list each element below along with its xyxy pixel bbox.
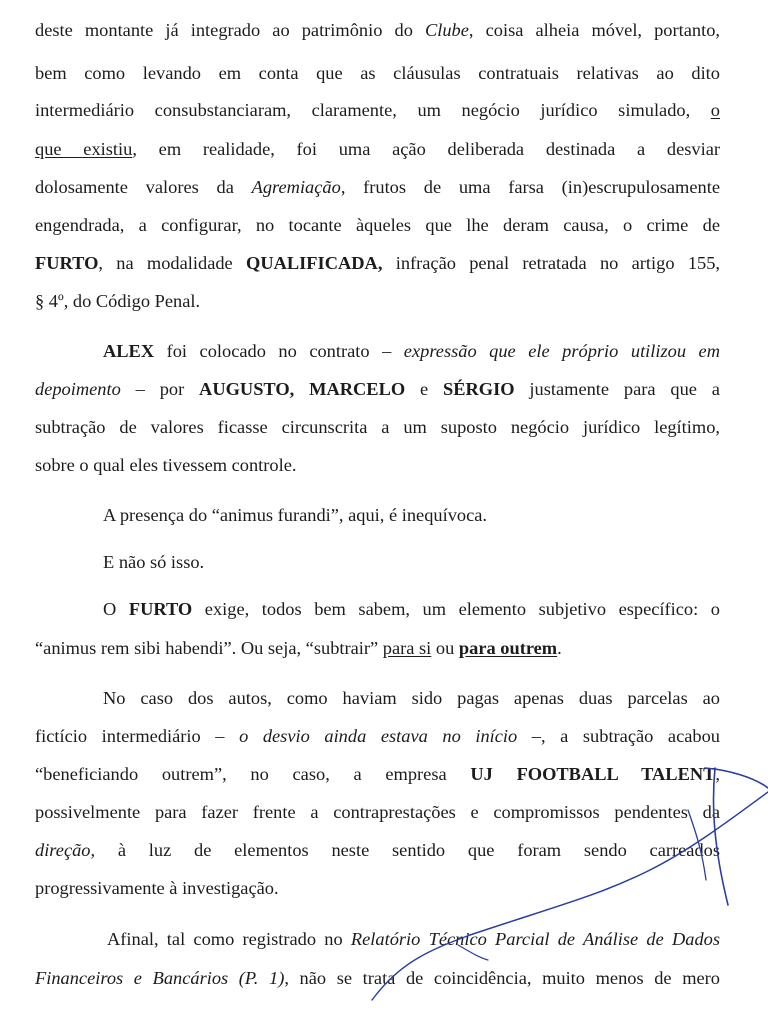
- text-run: –, a subtração acabou: [517, 726, 721, 746]
- underlined-text: para si: [382, 638, 432, 658]
- bold-term: QUALIFICADA,: [246, 253, 383, 273]
- text-line: possivelmente para fazer frente a contraprestações e compromissos pendentes da: [35, 802, 720, 822]
- bold-term: FURTO: [35, 253, 99, 273]
- text-run: exige, todos bem sabem, um elemento subjetivo específico: o: [192, 599, 720, 619]
- text-run: , coisa alheia móvel, portanto,: [468, 20, 720, 40]
- underlined-text: que existiu: [35, 139, 133, 159]
- text-run: O: [103, 599, 129, 619]
- text-line: [103, 339, 720, 363]
- text-line: subtração de valores ficasse circunscrita a um suposto negócio jurídico legítimo,: [35, 417, 720, 437]
- text-run: ou: [431, 638, 459, 658]
- text-run: intermediário consubstanciaram, claramente, um negócio jurídico simulado,: [35, 100, 711, 120]
- text-run: , em realidade, foi uma ação deliberada destinada a desviar: [132, 139, 720, 159]
- bold-name: MARCELO: [309, 379, 406, 399]
- text-line: [35, 724, 720, 748]
- text-run: deste montante já integrado ao patrimônio do: [35, 20, 425, 40]
- text-line: bem como levando em conta que as cláusulas contratuais relativas ao dito: [35, 63, 720, 83]
- bold-name: AUGUSTO,: [199, 379, 295, 399]
- text-run: , na modalidade: [98, 253, 247, 273]
- text-run: e: [420, 379, 429, 399]
- text-run: à luz de elementos neste sentido que foram sendo carreados: [95, 840, 720, 860]
- bold-name: ALEX: [103, 341, 155, 361]
- text-run-italic: direção,: [35, 840, 96, 860]
- text-run: justamente para que a: [514, 379, 720, 399]
- text-line: No caso dos autos, como haviam sido pagas apenas duas parcelas ao: [103, 688, 720, 708]
- text-line: [35, 762, 720, 786]
- text-line: [35, 18, 720, 42]
- text-run: , frutos de uma farsa (in)escrupulosamente: [340, 177, 720, 197]
- text-run-italic: depoimento: [35, 379, 121, 399]
- text-line: E não só isso.: [103, 552, 205, 572]
- text-run: infração penal retratada no artigo 155,: [382, 253, 720, 273]
- text-run-italic: o desvio ainda estava no início: [239, 726, 518, 746]
- bold-name: SÉRGIO: [443, 379, 515, 399]
- text-run: .: [557, 638, 562, 658]
- text-run: foi colocado no contrato –: [154, 341, 404, 361]
- text-line: [35, 175, 720, 199]
- text-line: engendrada, a configurar, no tocante àqueles que lhe deram causa, o crime de: [35, 215, 720, 235]
- text-line: [107, 927, 720, 951]
- text-run: “beneficiando outrem”, no caso, a empresa: [35, 764, 471, 784]
- text-line: [35, 377, 720, 401]
- text-line: [35, 251, 720, 275]
- text-run-italic: Agremiação: [251, 177, 341, 197]
- text-run-italic: Relatório Técnico Parcial de Análise de Dados: [350, 929, 720, 949]
- text-run-italic: Clube: [424, 20, 469, 40]
- text-line: [35, 838, 720, 862]
- text-line: [103, 597, 720, 621]
- text-line: A presença do “animus furandi”, aqui, é inequívoca.: [103, 505, 488, 525]
- text-run: dolosamente valores da: [35, 177, 252, 197]
- text-run: fictício intermediário –: [35, 726, 240, 746]
- text-line: § 4º, do Código Penal.: [35, 291, 201, 311]
- text-line: sobre o qual eles tivessem controle.: [35, 455, 297, 475]
- text-run-italic: Financeiros e Bancários (P. 1): [35, 968, 285, 988]
- text-line: [35, 137, 720, 161]
- bold-name: UJ FOOTBALL TALENT: [470, 764, 716, 784]
- text-run: , não se trata de coincidência, muito menos de mero: [284, 968, 720, 988]
- text-run: Afinal, tal como registrado no: [107, 929, 351, 949]
- text-run: ,: [715, 764, 720, 784]
- text-line: [35, 98, 720, 122]
- bold-term: FURTO: [128, 599, 193, 619]
- text-line: [35, 636, 720, 660]
- text-run: – por: [120, 379, 200, 399]
- text-line: progressivamente à investigação.: [35, 878, 279, 898]
- underlined-text: o: [710, 100, 720, 120]
- text-run-italic: expressão que ele próprio utilizou em: [403, 341, 721, 361]
- underlined-bold-text: para outrem: [458, 638, 558, 658]
- text-run: “animus rem sibi habendi”. Ou seja, “subtrair”: [35, 638, 383, 658]
- text-line: [35, 966, 720, 990]
